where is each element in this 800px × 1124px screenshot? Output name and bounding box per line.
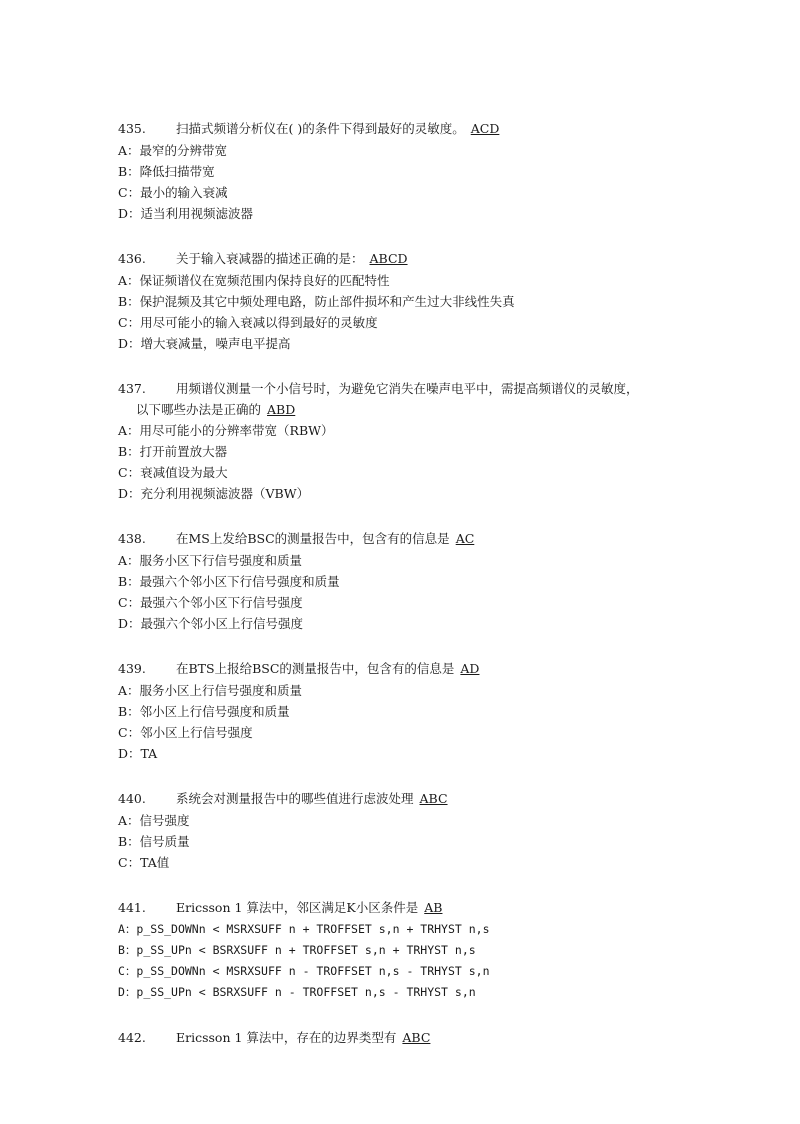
question-number: 439. — [118, 661, 146, 676]
question-line — [118, 248, 690, 270]
question-440 — [118, 788, 690, 873]
question-line — [118, 378, 690, 400]
answer-key: ABC — [419, 791, 448, 806]
question-text: 用频谱仪测量一个小信号时，为避免它消失在噪声电平中，需提高频谱仪的灵敏度， — [176, 381, 639, 396]
option: B：信号质量 — [118, 834, 190, 849]
option: B：降低扫描带宽 — [118, 164, 215, 179]
option: B：最强六个邻小区下行信号强度和质量 — [118, 574, 340, 589]
option: B：p_SS_UPn < BSRXSUFF n + TROFFSET s,n + TRHYST n,s — [118, 943, 476, 957]
question-441 — [118, 897, 690, 1003]
question-436 — [118, 248, 690, 354]
option: D：最强六个邻小区上行信号强度 — [118, 616, 304, 631]
question-number: 440. — [118, 791, 146, 806]
option: C：最小的输入衰减 — [118, 185, 228, 200]
answer-key: ABC — [402, 1030, 431, 1045]
option: B：保护混频及其它中频处理电路，防止部件损坏和产生过大非线性失真 — [118, 294, 515, 309]
question-line — [118, 897, 690, 919]
option: A：服务小区下行信号强度和质量 — [118, 553, 303, 568]
option: A：服务小区上行信号强度和质量 — [118, 683, 303, 698]
option: A：最窄的分辨带宽 — [118, 143, 228, 158]
question-line — [118, 118, 690, 140]
question-line — [118, 788, 690, 810]
question-437 — [118, 378, 690, 504]
option: A：用尽可能小的分辨率带宽（RBW） — [118, 423, 334, 438]
question-439 — [118, 658, 690, 764]
option: D：TA — [118, 746, 158, 761]
option: A：信号强度 — [118, 813, 190, 828]
question-line — [118, 528, 690, 550]
option: C：用尽可能小的输入衰减以得到最好的灵敏度 — [118, 315, 378, 330]
option: C：衰减值设为最大 — [118, 465, 228, 480]
answer-key: ABCD — [369, 251, 408, 266]
option: C：TA值 — [118, 855, 170, 870]
question-text: 系统会对测量报告中的哪些值进行虑波处理 — [176, 791, 414, 806]
question-number: 436. — [118, 251, 146, 266]
document-page — [118, 118, 690, 1073]
question-text: 扫描式频谱分析仪在( )的条件下得到最好的灵敏度。 — [176, 121, 465, 136]
question-number: 435. — [118, 121, 146, 136]
question-line — [118, 658, 690, 680]
question-continuation — [118, 400, 690, 420]
question-line — [118, 1027, 690, 1049]
question-text: Ericsson 1 算法中，邻区满足K小区条件是 — [176, 900, 419, 915]
option: C：最强六个邻小区下行信号强度 — [118, 595, 303, 610]
question-text: 在BTS上报给BSC的测量报告中，包含有的信息是 — [176, 661, 455, 676]
option: B：邻小区上行信号强度和质量 — [118, 704, 290, 719]
answer-key: ACD — [470, 121, 500, 136]
question-number: 438. — [118, 531, 146, 546]
question-text: 在MS上发给BSC的测量报告中，包含有的信息是 — [176, 531, 450, 546]
option: C：p_SS_DOWNn < MSRXSUFF n - TROFFSET n,s - TRHYST s,n — [118, 964, 490, 978]
answer-key: AC — [455, 531, 475, 546]
answer-key: ABD — [267, 402, 296, 417]
option: D：增大衰减量，噪声电平提高 — [118, 336, 291, 351]
question-text: Ericsson 1 算法中，存在的边界类型有 — [176, 1030, 397, 1045]
question-number: 437. — [118, 381, 146, 396]
option: B：打开前置放大器 — [118, 444, 228, 459]
option: D：p_SS_UPn < BSRXSUFF n - TROFFSET n,s - TRHYST s,n — [118, 985, 476, 999]
answer-key: AD — [460, 661, 480, 676]
question-text-continued: 以下哪些办法是正确的 — [136, 402, 262, 417]
question-435 — [118, 118, 690, 224]
option: A：p_SS_DOWNn < MSRXSUFF n + TROFFSET s,n + TRHYST n,s — [118, 922, 490, 936]
option: D：充分利用视频滤波器（VBW） — [118, 486, 310, 501]
question-number: 441. — [118, 900, 146, 915]
question-438 — [118, 528, 690, 634]
option: C：邻小区上行信号强度 — [118, 725, 253, 740]
question-442 — [118, 1027, 690, 1049]
question-number: 442. — [118, 1030, 146, 1045]
option: D：适当利用视频滤波器 — [118, 206, 254, 221]
option: A：保证频谱仪在宽频范围内保持良好的匹配特性 — [118, 273, 390, 288]
answer-key: AB — [424, 900, 443, 915]
question-text: 关于输入衰减器的描述正确的是： — [176, 251, 364, 266]
